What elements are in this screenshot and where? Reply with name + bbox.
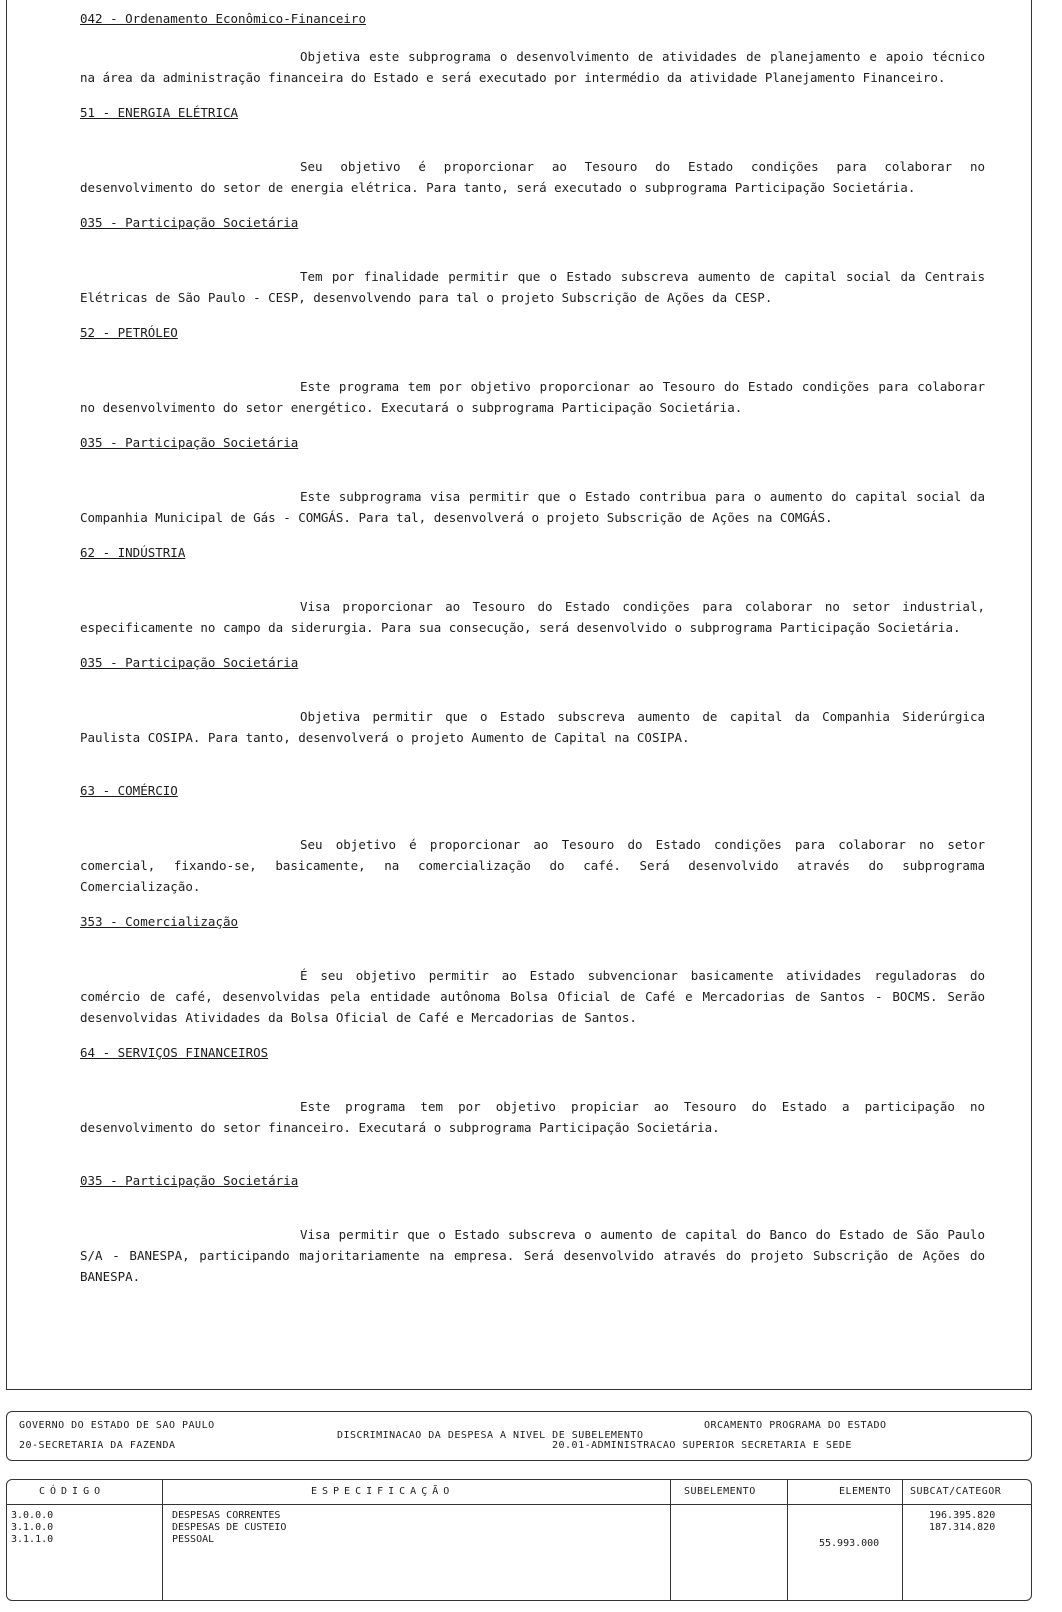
section-heading: 042 - Ordenamento Econômico-Financeiro bbox=[80, 11, 366, 26]
document-body bbox=[80, 10, 985, 1287]
table-cell-especificacao: DESPESAS CORRENTES bbox=[172, 1510, 281, 1521]
section-paragraph: Tem por finalidade permitir que o Estado subscreva aumento de capital social da Centrais Elétricas de São Paulo - CESP, desenvolvendo para tal o projeto Subscrição de Ações da CESP. bbox=[80, 269, 985, 305]
section-heading: 035 - Participação Societária bbox=[80, 1173, 299, 1188]
section-paragraph: É seu objetivo permitir ao Estado subvencionar basicamente atividades reguladoras do comércio de café, desenvolvidas pela entidade autônoma Bolsa Oficial de Café e Mercadorias de Santos - BOCMS. Serão desenvolvidas Atividades da Bolsa Oficial de Café e Mercadorias de Santos. bbox=[80, 968, 985, 1025]
header-especificacao: ESPECIFICAÇÃO bbox=[311, 1486, 455, 1497]
section-heading: 52 - PETRÓLEO bbox=[80, 325, 178, 340]
section-heading: 63 - COMÉRCIO bbox=[80, 783, 178, 798]
orcamento-label: ORCAMENTO PROGRAMA DO ESTADO bbox=[704, 1420, 887, 1431]
header-codigo: CÓDIGO bbox=[39, 1486, 106, 1497]
section-paragraph: Seu objetivo é proporcionar ao Tesouro do Estado condições para colaborar no setor comercial, fixando-se, basicamente, na comercialização do café. Será desenvolvido através do subprograma Comercialização. bbox=[80, 837, 985, 894]
header-subelemento: SUBELEMENTO bbox=[684, 1486, 756, 1497]
table-cell-codigo: 3.1.0.0 bbox=[11, 1522, 54, 1533]
table-cell-especificacao: PESSOAL bbox=[172, 1534, 215, 1545]
table-cell-elemento: 55.993.000 bbox=[819, 1538, 880, 1549]
section-heading: 353 - Comercialização bbox=[80, 914, 239, 929]
section-heading: 51 - ENERGIA ELÉTRICA bbox=[80, 105, 239, 120]
section-paragraph: Este subprograma visa permitir que o Estado contribua para o aumento do capital social da Companhia Municipal de Gás - COMGÁS. Para tal, desenvolverá o projeto Subscrição de Ações na COMGÁS. bbox=[80, 489, 985, 525]
header-elemento: ELEMENTO bbox=[839, 1486, 892, 1497]
section-paragraph: Este programa tem por objetivo propiciar ao Tesouro do Estado a participação no desenvolvimento do setor financeiro. Executará o subprograma Participação Societária. bbox=[80, 1099, 985, 1135]
section-heading: 035 - Participação Societária bbox=[80, 435, 299, 450]
government-label: GOVERNO DO ESTADO DE SAO PAULO bbox=[19, 1420, 215, 1431]
header-subcat: SUBCAT/CATEGOR bbox=[910, 1486, 1002, 1497]
section-heading: 64 - SERVIÇOS FINANCEIROS bbox=[80, 1045, 269, 1060]
section-paragraph: Visa proporcionar ao Tesouro do Estado condições para colaborar no setor industrial, especificamente no campo da siderurgia. Para sua consecução, será desenvolvido o subprograma Participação Societária. bbox=[80, 599, 985, 635]
secretaria-label: 20-SECRETARIA DA FAZENDA bbox=[19, 1440, 176, 1451]
table-cell-codigo: 3.0.0.0 bbox=[11, 1510, 54, 1521]
section-paragraph: Objetiva permitir que o Estado subscreva aumento de capital da Companhia Siderúrgica Paulista COSIPA. Para tanto, desenvolverá o projeto Aumento de Capital na COSIPA. bbox=[80, 709, 985, 745]
section-paragraph: Visa permitir que o Estado subscreva o aumento de capital do Banco do Estado de São Paulo S/A - BANESPA, participando majoritariamente na empresa. Será desenvolvido através do projeto Subscrição de Ações do BANESPA. bbox=[80, 1227, 985, 1284]
unidade-label: 20.01-ADMINISTRACAO SUPERIOR SECRETARIA E SEDE bbox=[552, 1440, 852, 1451]
section-paragraph: Este programa tem por objetivo proporcionar ao Tesouro do Estado condições para colaborar no desenvolvimento do setor energético. Executará o subprograma Participação Societária. bbox=[80, 379, 985, 415]
table-cell-subcat: 187.314.820 bbox=[929, 1522, 996, 1533]
section-paragraph: Objetiva este subprograma o desenvolvimento de atividades de planejamento e apoio técnico na área da administração financeira do Estado e será executado por intermédio da atividade Planejamento Financeiro. bbox=[80, 49, 985, 85]
section-paragraph: Seu objetivo é proporcionar ao Tesouro do Estado condições para colaborar no desenvolvimento do setor de energia elétrica. Para tanto, será executado o subprograma Participação Societária. bbox=[80, 159, 985, 195]
table-cell-especificacao: DESPESAS DE CUSTEIO bbox=[172, 1522, 287, 1533]
section-heading: 035 - Participação Societária bbox=[80, 215, 299, 230]
form-title: DISCRIMINACAO DA DESPESA A NIVEL DE SUBELEMENTO bbox=[337, 1430, 644, 1441]
table-cell-subcat: 196.395.820 bbox=[929, 1510, 996, 1521]
section-heading: 62 - INDÚSTRIA bbox=[80, 545, 186, 560]
expense-table bbox=[6, 1479, 1032, 1601]
section-heading: 035 - Participação Societária bbox=[80, 655, 299, 670]
form-header bbox=[6, 1411, 1032, 1461]
table-cell-codigo: 3.1.1.0 bbox=[11, 1534, 54, 1545]
